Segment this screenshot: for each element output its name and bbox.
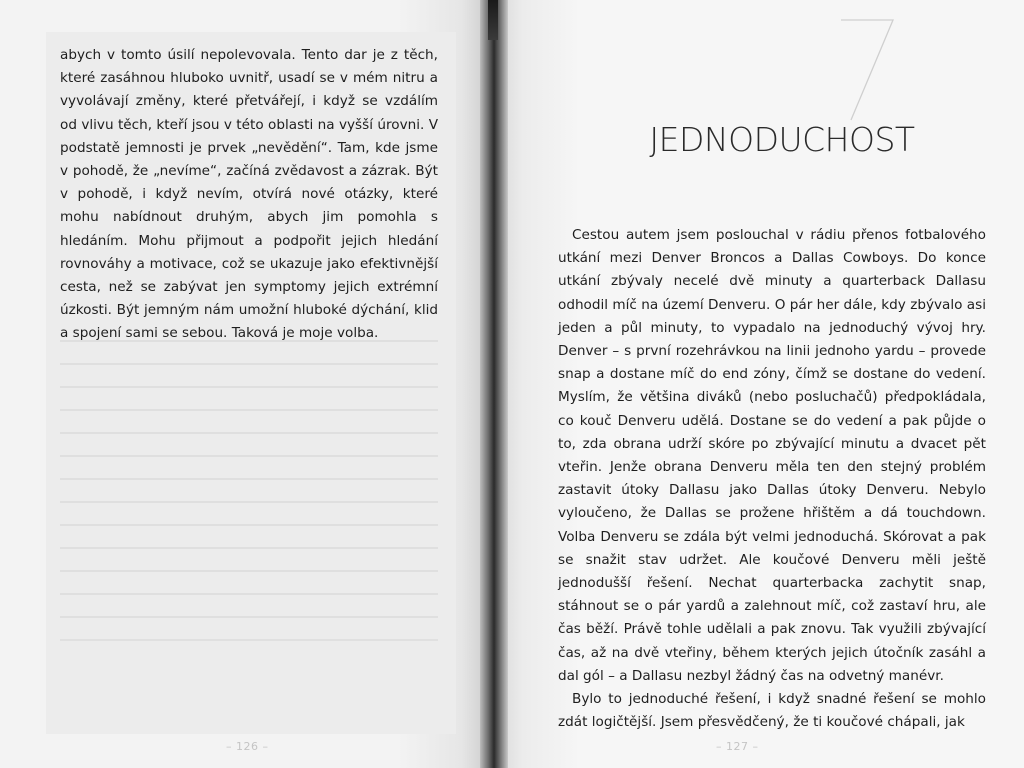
left-page bbox=[0, 0, 486, 768]
right-page bbox=[502, 0, 1024, 768]
left-paragraph-1: abych v tomto úsilí nepolevovala. Tento dar je z těch, které zasáhnou hluboko uvnitř, usadí se v mém nitru a vyvolávají změny, které přetvářejí, i když se vzdálím od vlivu těch, kteří jsou v této oblasti na vyšší úrovni. V podstatě jemnosti je prvek „nevědění“. Tam, kde jsme v pohodě, že „nevíme“, začíná zvědavost a zázrak. Být v pohodě, i když nevím, otvírá nové otázky, které mohu nabídnout druhým, abych jim pomohla s hledáním. Mohu přijmout a podpořit jejich hledání rovnováhy a motivace, což se ukazuje jako efektivnější cesta, než se zabývat jen symptomy jejich extrémní úzkosti. Být jemným nám umožní hluboké dýchání, klid a spojení sami se sebou. Taková je moje volba. bbox=[60, 47, 438, 342]
right-page-number: – 127 – bbox=[716, 740, 759, 753]
right-paragraph-1: Cestou autem jsem poslouchal v rádiu přenos fotbalového utkání mezi Denver Broncos a Dallas Cowboys. Do konce utkání zbývaly necelé dvě minuty a quarterback Dallasu odhodil míč na území Denveru. O pár her dále, kdy zbývalo asi jeden a půl minuty, to vypadalo na jednoduchý vývoj hry. Denver – s první rozehrávkou na linii jednoho yardu – provede snap a dostane míč do end zóny, čímž se dostane do vedení. Myslím, že většina diváků (nebo posluchačů) předpokládala, co kouč Denveru udělá. Dostane se do vedení a pak půjde o to, zda obrana udrží skóre po zbývající minutu a dvacet pět vteřin. Jenže obrana Denveru měla ten den stejný problém zastavit útoky Dallasu jako Dallas útoky Denveru. Nebylo vyloučeno, že Dallas se prožene hřištěm a dá touchdown. Volba Denveru se zdála být velmi jednoduchá. Skórovat a pak se snažit stav udržet. Ale koučové Denveru měli ještě jednodušší řešení. Nechat quarterbacka zachytit snap, stáhnout se o pár yardů a zalehnout míč, což zastaví hru, ale čas běží. Právě tohle udělali a pak znovu. Tak využili zbývající čas, až na dvě vteřiny, během kterých jejich útočník zasáhl a dal gól – a Dallasu nezbyl žádný čas na odvetný manévr. bbox=[558, 227, 986, 684]
book-gutter bbox=[480, 0, 508, 768]
show-through-texture bbox=[60, 340, 438, 670]
chapter-number-glyph bbox=[837, 14, 897, 124]
right-paragraph-2: Bylo to jednoduché řešení, i když snadné řešení se mohlo zdát logičtější. Jsem přesvědčený, že ti koučové chápali, jak bbox=[558, 691, 986, 731]
left-page-body bbox=[60, 44, 438, 346]
right-page-body bbox=[558, 224, 986, 734]
gutter-shadow bbox=[488, 0, 498, 40]
chapter-title: JEDNODUCHOST bbox=[649, 120, 915, 159]
left-page-number: – 126 – bbox=[226, 740, 269, 753]
